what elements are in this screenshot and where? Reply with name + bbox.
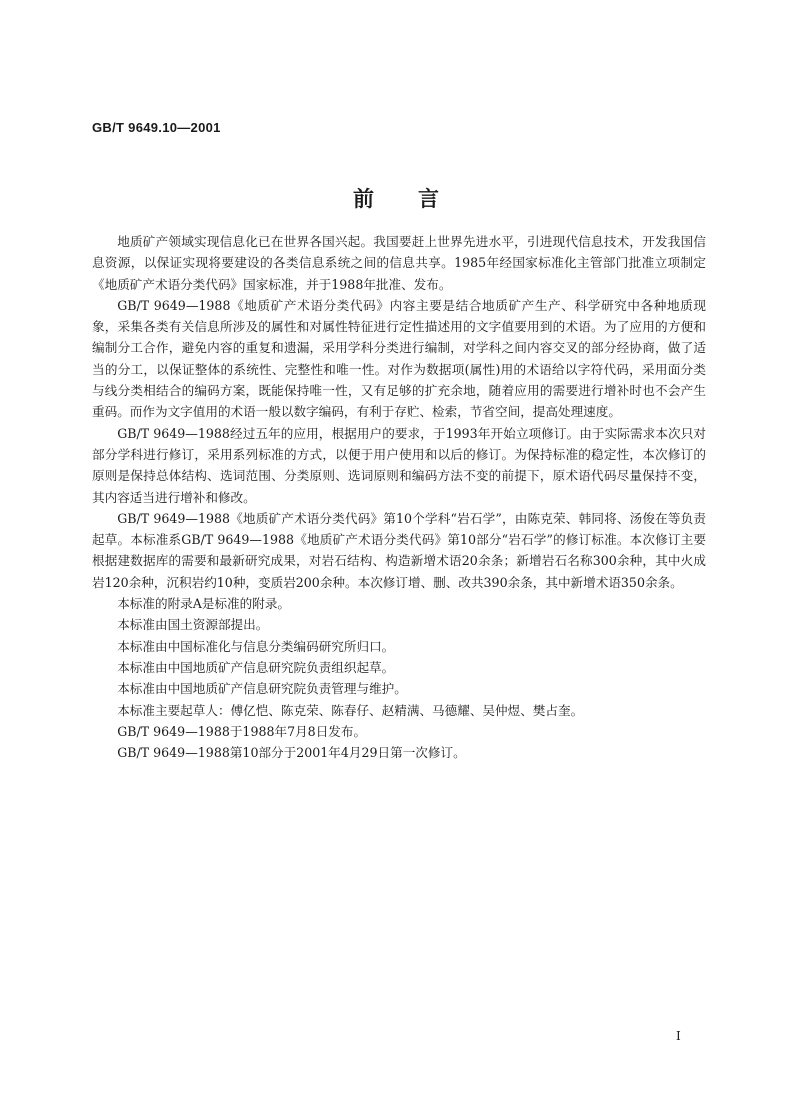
paragraph: 地质矿产领域实现信息化已在世界各国兴起。我国要赶上世界先进水平，引进现代信息技术，开发我国信息资源，以保证实现将要建设的各类信息系统之间的信息共享。1985年经国家标准化主管部门批准立项制定《地质矿产术语分类代码》国家标准，并于1988年批准、发布。: [92, 234, 706, 292]
paragraph: GB/T 9649—1988经过五年的应用，根据用户的要求，于1993年开始立项修订。由于实际需求本次只对部分学科进行修订，采用系列标准的方式，以便于用户使用和以后的修订。为保持标准的稳定性，本次修订的原则是保持总体结构、选词范围、分类原则、选词原则和编码方法不变的前提下，原术语代码尽量保持不变，其内容适当进行增补和修改。: [92, 425, 706, 505]
paragraph: 本标准由中国标准化与信息分类编码研究所归口。: [117, 638, 395, 654]
page-number: I: [676, 1029, 681, 1043]
paragraph: GB/T 9649—1988《地质矿产术语分类代码》第10个学科“岩石学”，由陈克荣、韩同将、汤俊在等负责起草。本标准系GB/T 9649—1988《地质矿产术语分类代码》第10部分“岩石学”的修订标准。本次修订主要根据建数据库的需要和最新研究成果，对岩石结构、构造新增术语20余条；新增岩石名称300余种，其中火成岩120余种，沉积岩约10种，变质岩200余种。本次修订增、删、改共390余条，其中新增术语350余条。: [92, 510, 706, 590]
paragraph: 本标准由中国地质矿产信息研究院负责管理与维护。: [117, 681, 407, 697]
foreword-body: [92, 231, 706, 763]
paragraph: GB/T 9649—1988第10部分于2001年4月29日第一次修订。: [117, 745, 466, 761]
page-title: 前言: [353, 187, 483, 211]
paragraph: 本标准由国土资源部提出。: [117, 617, 269, 633]
paragraph: 本标准的附录A是标准的附录。: [117, 596, 291, 612]
paragraph: GB/T 9649—1988于1988年7月8日发布。: [117, 723, 367, 739]
paragraph: 本标准由中国地质矿产信息研究院负责组织起草。: [117, 659, 395, 675]
paragraph: 本标准主要起草人：傅亿恺、陈克荣、陈春仔、赵精满、马德耀、吴仲煜、樊占奎。: [117, 702, 584, 718]
standard-code-header: GB/T 9649.10—2001: [92, 120, 221, 135]
paragraph: GB/T 9649—1988《地质矿产术语分类代码》内容主要是结合地质矿产生产、科学研究中各种地质现象，采集各类有关信息所涉及的属性和对属性特征进行定性描述用的文字值要用到的术语。为了应用的方便和编制分工合作，避免内容的重复和遗漏，采用学科分类进行编制，对学科之间内容交叉的部分经协商，做了适当的分工，以保证整体的系统性、完整性和唯一性。对作为数据项(属性)用的术语给以字符代码，采用面分类与线分类相结合的编码方案，既能保持唯一性，又有足够的扩充余地，随着应用的需要进行增补时也不会产生重码。而作为文字值用的术语一般以数字编码，有利于存贮、检索，节省空间，提高处理速度。: [92, 297, 706, 420]
